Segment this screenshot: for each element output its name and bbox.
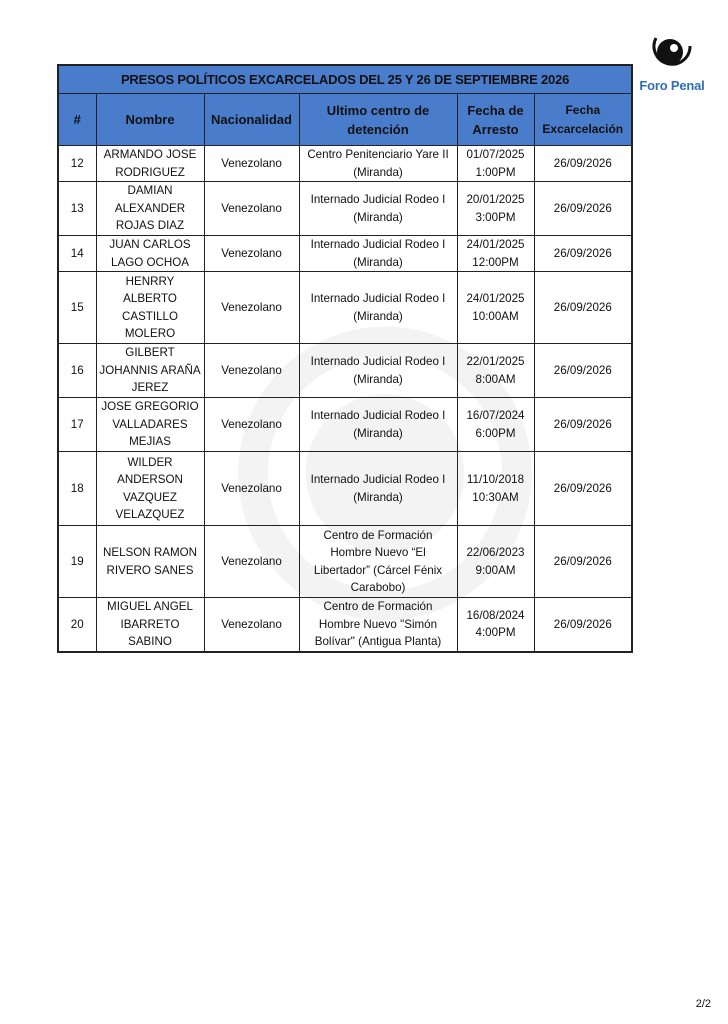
col-header-arrest: Fecha de Arresto xyxy=(457,94,534,146)
brand-name: Foro Penal xyxy=(639,78,705,93)
row-arrest-date: 01/07/2025 1:00PM xyxy=(457,146,534,182)
page-number: 2/2 xyxy=(695,998,711,1010)
row-center: Internado Judicial Rodeo I (Miranda) xyxy=(299,344,457,398)
table-row xyxy=(58,146,632,182)
row-number: 15 xyxy=(58,272,96,344)
row-number: 17 xyxy=(58,398,96,452)
row-nationality: Venezolano xyxy=(204,182,299,236)
row-center: Internado Judicial Rodeo I (Miranda) xyxy=(299,236,457,272)
row-number: 18 xyxy=(58,452,96,526)
row-release-date: 26/09/2026 xyxy=(534,182,632,236)
row-name: ARMANDO JOSE RODRIGUEZ xyxy=(96,146,204,182)
row-release-date: 26/09/2026 xyxy=(534,272,632,344)
row-arrest-date: 16/07/2024 6:00PM xyxy=(457,398,534,452)
row-center: Internado Judicial Rodeo I (Miranda) xyxy=(299,452,457,526)
row-release-date: 26/09/2026 xyxy=(534,398,632,452)
row-arrest-date: 20/01/2025 3:00PM xyxy=(457,182,534,236)
row-arrest-date: 24/01/2025 12:00PM xyxy=(457,236,534,272)
row-release-date: 26/09/2026 xyxy=(534,146,632,182)
col-header-nationality: Nacionalidad xyxy=(204,94,299,146)
row-release-date: 26/09/2026 xyxy=(534,344,632,398)
row-name: JUAN CARLOS LAGO OCHOA xyxy=(96,236,204,272)
row-nationality: Venezolano xyxy=(204,526,299,598)
table-row xyxy=(58,398,632,452)
released-prisoners-table xyxy=(57,64,633,653)
row-number: 16 xyxy=(58,344,96,398)
row-number: 12 xyxy=(58,146,96,182)
row-nationality: Venezolano xyxy=(204,272,299,344)
row-name: HENRRY ALBERTO CASTILLO MOLERO xyxy=(96,272,204,344)
row-center: Internado Judicial Rodeo I (Miranda) xyxy=(299,272,457,344)
row-name: WILDER ANDERSON VAZQUEZ VELAZQUEZ xyxy=(96,452,204,526)
row-name: GILBERT JOHANNIS ARAÑA JEREZ xyxy=(96,344,204,398)
row-nationality: Venezolano xyxy=(204,598,299,652)
table-row xyxy=(58,182,632,236)
row-release-date: 26/09/2026 xyxy=(534,452,632,526)
table-row xyxy=(58,236,632,272)
row-name: NELSON RAMON RIVERO SANES xyxy=(96,526,204,598)
table-row xyxy=(58,598,632,652)
table-title: PRESOS POLÍTICOS EXCARCELADOS DEL 25 Y 26 DE SEPTIEMBRE 2026 xyxy=(58,65,632,94)
row-arrest-date: 11/10/2018 10:30AM xyxy=(457,452,534,526)
row-arrest-date: 24/01/2025 10:00AM xyxy=(457,272,534,344)
row-center: Centro de Formación Hombre Nuevo "Simón Bolívar" (Antigua Planta) xyxy=(299,598,457,652)
row-center: Internado Judicial Rodeo I (Miranda) xyxy=(299,182,457,236)
table-row xyxy=(58,272,632,344)
row-number: 13 xyxy=(58,182,96,236)
row-center: Centro de Formación Hombre Nuevo “El Libertador” (Cárcel Fénix Carabobo) xyxy=(299,526,457,598)
row-nationality: Venezolano xyxy=(204,146,299,182)
row-release-date: 26/09/2026 xyxy=(534,526,632,598)
row-release-date: 26/09/2026 xyxy=(534,236,632,272)
row-number: 20 xyxy=(58,598,96,652)
row-number: 14 xyxy=(58,236,96,272)
table-row xyxy=(58,344,632,398)
row-name: DAMIAN ALEXANDER ROJAS DIAZ xyxy=(96,182,204,236)
row-nationality: Venezolano xyxy=(204,236,299,272)
col-header-center: Ultimo centro de detención xyxy=(299,94,457,146)
row-name: MIGUEL ANGEL IBARRETO SABINO xyxy=(96,598,204,652)
row-release-date: 26/09/2026 xyxy=(534,598,632,652)
table-row xyxy=(58,526,632,598)
row-center: Internado Judicial Rodeo I (Miranda) xyxy=(299,398,457,452)
row-arrest-date: 22/01/2025 8:00AM xyxy=(457,344,534,398)
row-number: 19 xyxy=(58,526,96,598)
row-arrest-date: 16/08/2024 4:00PM xyxy=(457,598,534,652)
row-nationality: Venezolano xyxy=(204,398,299,452)
row-nationality: Venezolano xyxy=(204,452,299,526)
table-row xyxy=(58,452,632,526)
row-arrest-date: 22/06/2023 9:00AM xyxy=(457,526,534,598)
col-header-release: Fecha Excarcelación xyxy=(534,94,632,146)
row-name: JOSE GREGORIO VALLADARES MEJIAS xyxy=(96,398,204,452)
row-center: Centro Penitenciario Yare II (Miranda) xyxy=(299,146,457,182)
row-nationality: Venezolano xyxy=(204,344,299,398)
col-header-name: Nombre xyxy=(96,94,204,146)
col-header-num: # xyxy=(58,94,96,146)
